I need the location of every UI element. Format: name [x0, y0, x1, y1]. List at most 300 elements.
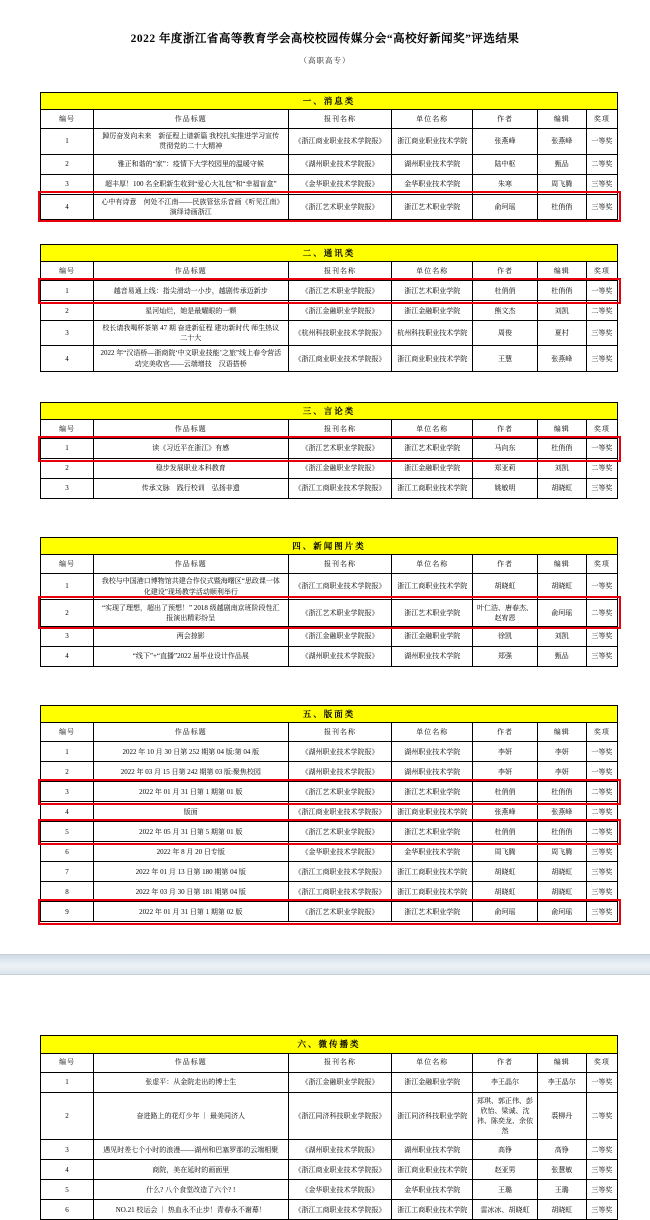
- tables-container: [40, 92, 618, 1220]
- page-subtitle: （高职高专）: [299, 56, 351, 65]
- cell-editor: 刘凯: [537, 626, 586, 646]
- cell-editor: 周飞腾: [537, 174, 586, 194]
- cell-editor: 刘凯: [537, 301, 586, 321]
- cell-author: 徐凯: [473, 626, 538, 646]
- table-row: [41, 762, 618, 782]
- cell-author: 熊文杰: [473, 301, 538, 321]
- cell-title: 2022 年“汉语桥—浙商院‘中文职业技能’之旅”线上春令营活动完美收官——云端增技 汉语搭桥: [94, 346, 288, 371]
- cell-title: 2022 年 8 月 20 日专版: [94, 842, 288, 862]
- cell-title: 读《习近平在浙江》有感: [94, 439, 288, 459]
- cell-author: 李妍: [473, 762, 538, 782]
- cell-paper: 《浙江金融职业学院报》: [288, 459, 392, 479]
- column-header-award: 奖项: [586, 723, 617, 742]
- cell-award: 三等奖: [586, 1180, 617, 1200]
- table-row: [41, 574, 618, 599]
- cell-award: 二等奖: [586, 1092, 617, 1140]
- cell-org: 浙江艺术职业学院: [392, 822, 473, 842]
- cell-title: 星河灿烂，她是最耀眼的一颗: [94, 301, 288, 321]
- cell-paper: 《浙江商业职业技术学院报》: [288, 802, 392, 822]
- table-row: [41, 479, 618, 499]
- cell-editor: 杜俏俏: [537, 782, 586, 802]
- table-section-title: 四、新闻图片类: [41, 538, 618, 555]
- cell-author: 郑强: [473, 646, 538, 666]
- column-header-title: 作品标题: [94, 420, 288, 439]
- cell-author: 郑琪、郭正伟、彭欣怡、梁诚、沈祎、陈奕龙、余依然: [473, 1092, 538, 1140]
- cell-paper: 《浙江工商职业技术学院报》: [288, 1200, 392, 1220]
- cell-editor: 王璐: [537, 1180, 586, 1200]
- cell-org: 金华职业技术学院: [392, 842, 473, 862]
- cell-award: 一等奖: [586, 742, 617, 762]
- cell-editor: 周飞腾: [537, 842, 586, 862]
- highlighted-row: [41, 439, 618, 459]
- cell-org: 浙江金融职业学院: [392, 459, 473, 479]
- cell-no: 4: [41, 346, 94, 371]
- cell-org: 金华职业技术学院: [392, 174, 473, 194]
- cell-paper: 《浙江金融职业学院报》: [288, 301, 392, 321]
- cell-no: 6: [41, 1200, 94, 1220]
- cell-org: 金华职业技术学院: [392, 1180, 473, 1200]
- cell-editor: 李妍: [537, 762, 586, 782]
- column-header-title: 作品标题: [94, 555, 288, 574]
- cell-award: 三等奖: [586, 902, 617, 922]
- cell-paper: 《浙江艺术职业学院报》: [288, 281, 392, 301]
- cell-award: 三等奖: [586, 626, 617, 646]
- cell-org: 浙江艺术职业学院: [392, 599, 473, 626]
- cell-award: 一等奖: [586, 1072, 617, 1092]
- cell-author: 李妍: [473, 742, 538, 762]
- cell-title: 心中有诗意 何处不江南——民族管弦乐音画《听见江南》演绎诗画浙江: [94, 194, 288, 219]
- cell-award: 三等奖: [586, 862, 617, 882]
- page-title: 2022 年度浙江省高等教育学会高校校园传媒分会“高校好新闻奖”评选结果: [130, 33, 520, 45]
- cell-author: 俞珂瑶: [473, 194, 538, 219]
- cell-editor: 张燕峰: [537, 129, 586, 154]
- cell-title: 奋进路上的花灯少年 ｜ 最美同济人: [94, 1092, 288, 1140]
- table-row: [41, 626, 618, 646]
- cell-paper: 《浙江工商职业技术学院报》: [288, 479, 392, 499]
- table-row: [41, 459, 618, 479]
- table-row: [41, 862, 618, 882]
- cell-award: 三等奖: [586, 842, 617, 862]
- cell-award: 一等奖: [586, 281, 617, 301]
- table-section-title: 三、言论类: [41, 402, 618, 419]
- column-header-org: 单位名称: [392, 555, 473, 574]
- cell-author: 王璐: [473, 1180, 538, 1200]
- column-header-paper: 报刊名称: [288, 723, 392, 742]
- cell-editor: 杜俏俏: [537, 194, 586, 219]
- cell-editor: 俞珂瑶: [537, 902, 586, 922]
- cell-no: 8: [41, 882, 94, 902]
- cell-no: 2: [41, 762, 94, 782]
- cell-author: 马向东: [473, 439, 538, 459]
- cell-award: 三等奖: [586, 882, 617, 902]
- column-header-no: 编号: [41, 555, 94, 574]
- highlighted-row: [41, 902, 618, 922]
- cell-paper: 《浙江商业职业技术学院报》: [288, 346, 392, 371]
- column-header-editor: 编辑: [537, 555, 586, 574]
- cell-no: 4: [41, 646, 94, 666]
- cell-org: 浙江金融职业学院: [392, 301, 473, 321]
- cell-title: 2022 年 03 月 15 日第 242 期第 03 版:聚焦校园: [94, 762, 288, 782]
- table-row: [41, 802, 618, 822]
- cell-org: 湖州职业技术学院: [392, 154, 473, 174]
- cell-paper: 《浙江艺术职业学院报》: [288, 439, 392, 459]
- cell-paper: 《湖州职业技术学院报》: [288, 762, 392, 782]
- cell-title: “线下”+“直播”2022 届毕业设计作品展: [94, 646, 288, 666]
- cell-org: 湖州职业技术学院: [392, 1140, 473, 1160]
- cell-title: 2022 年 10 月 30 日第 252 期第 04 版:第 04 版: [94, 742, 288, 762]
- cell-no: 1: [41, 574, 94, 599]
- table-row: [41, 1092, 618, 1140]
- highlighted-row: [41, 599, 618, 626]
- cell-paper: 《浙江金融职业学院报》: [288, 1072, 392, 1092]
- column-header-no: 编号: [41, 723, 94, 742]
- cell-paper: 《浙江艺术职业学院报》: [288, 822, 392, 842]
- column-header-paper: 报刊名称: [288, 1053, 392, 1072]
- cell-award: 二等奖: [586, 154, 617, 174]
- award-table-6: [40, 1035, 618, 1220]
- cell-no: 1: [41, 742, 94, 762]
- column-header-award: 奖项: [586, 110, 617, 129]
- cell-award: 二等奖: [586, 1140, 617, 1160]
- cell-org: 杭州科技职业技术学院: [392, 321, 473, 346]
- cell-award: 一等奖: [586, 439, 617, 459]
- cell-author: 王慧: [473, 346, 538, 371]
- cell-title: 2022 年 01 月 31 日第 1 期第 01 版: [94, 782, 288, 802]
- cell-no: 6: [41, 842, 94, 862]
- column-header-title: 作品标题: [94, 1053, 288, 1072]
- cell-no: 2: [41, 301, 94, 321]
- table-row: [41, 346, 618, 371]
- cell-editor: 杜俏俏: [537, 439, 586, 459]
- cell-award: 三等奖: [586, 346, 617, 371]
- cell-title: 2022 年 01 月 13 日第 180 期第 04 版: [94, 862, 288, 882]
- cell-author: 李王晶尔: [473, 1072, 538, 1092]
- cell-title: 遇见时差七个小时的浪漫——湖州和巴塞罗那的云端相聚: [94, 1140, 288, 1160]
- cell-no: 1: [41, 1072, 94, 1092]
- table-row: [41, 842, 618, 862]
- cell-org: 浙江工商职业技术学院: [392, 1200, 473, 1220]
- column-header-title: 作品标题: [94, 262, 288, 281]
- cell-org: 浙江商业职业技术学院: [392, 1160, 473, 1180]
- cell-org: 浙江金融职业学院: [392, 626, 473, 646]
- cell-award: 三等奖: [586, 321, 617, 346]
- cell-org: 浙江商业职业技术学院: [392, 802, 473, 822]
- column-header-award: 奖项: [586, 555, 617, 574]
- cell-paper: 《金华职业技术学院报》: [288, 1180, 392, 1200]
- column-header-editor: 编辑: [537, 723, 586, 742]
- column-header-award: 奖项: [586, 262, 617, 281]
- cell-title: 什么? 八个食堂改造了六个? !: [94, 1180, 288, 1200]
- cell-no: 3: [41, 174, 94, 194]
- cell-title: 我校与中国港口博物馆共建合作仪式暨海曙区“思政课一体化建设”现场教学活动顺利举行: [94, 574, 288, 599]
- cell-paper: 《湖州职业技术学院报》: [288, 154, 392, 174]
- cell-award: 二等奖: [586, 822, 617, 842]
- table-row: [41, 321, 618, 346]
- cell-author: 周俊: [473, 321, 538, 346]
- cell-org: 浙江工商职业技术学院: [392, 574, 473, 599]
- award-table-2: [40, 244, 618, 372]
- column-header-org: 单位名称: [392, 420, 473, 439]
- table-section-title: 五、版面类: [41, 705, 618, 722]
- table-section-title: 二、通讯类: [41, 244, 618, 261]
- cell-editor: 胡晓虹: [537, 862, 586, 882]
- column-header-org: 单位名称: [392, 262, 473, 281]
- table-row: [41, 1180, 618, 1200]
- cell-org: 浙江商业职业技术学院: [392, 346, 473, 371]
- cell-paper: 《浙江商业职业技术学院报》: [288, 129, 392, 154]
- cell-paper: 《浙江工商职业技术学院报》: [288, 574, 392, 599]
- cell-award: 一等奖: [586, 129, 617, 154]
- cell-author: 杜俏俏: [473, 782, 538, 802]
- column-header-no: 编号: [41, 1053, 94, 1072]
- cell-author: 胡晓虹: [473, 574, 538, 599]
- highlighted-row: [41, 281, 618, 301]
- cell-paper: 《浙江艺术职业学院报》: [288, 194, 392, 219]
- column-header-editor: 编辑: [537, 110, 586, 129]
- award-table-5: [40, 705, 618, 922]
- cell-no: 3: [41, 1140, 94, 1160]
- cell-editor: 胡晓虹: [537, 1200, 586, 1220]
- cell-editor: 裘柳丹: [537, 1092, 586, 1140]
- cell-title: 校长请我喝杯茶第 47 期 奋进新征程 建功新时代 师生热议二十大: [94, 321, 288, 346]
- cell-no: 3: [41, 782, 94, 802]
- cell-editor: 刘凯: [537, 459, 586, 479]
- cell-editor: 李王晶尔: [537, 1072, 586, 1092]
- cell-title: 版面: [94, 802, 288, 822]
- table-row: [41, 1200, 618, 1220]
- cell-award: 二等奖: [586, 599, 617, 626]
- cell-author: 叶仁浩、唐春杰、赵宥恩: [473, 599, 538, 626]
- cell-title: 稳步发展职业本科教育: [94, 459, 288, 479]
- cell-award: 三等奖: [586, 1200, 617, 1220]
- cell-author: 杜俏俏: [473, 822, 538, 842]
- cell-paper: 《湖州职业技术学院报》: [288, 646, 392, 666]
- cell-no: 5: [41, 822, 94, 842]
- highlighted-row: [41, 194, 618, 219]
- cell-paper: 《浙江工商职业技术学院报》: [288, 882, 392, 902]
- cell-no: 3: [41, 626, 94, 646]
- cell-org: 浙江金融职业学院: [392, 1072, 473, 1092]
- column-header-author: 作者: [473, 555, 538, 574]
- cell-paper: 《浙江工商职业技术学院报》: [288, 862, 392, 882]
- cell-org: 浙江商业职业技术学院: [392, 129, 473, 154]
- cell-no: 3: [41, 321, 94, 346]
- column-header-title: 作品标题: [94, 723, 288, 742]
- cell-no: 3: [41, 479, 94, 499]
- cell-editor: 胡晓虹: [537, 479, 586, 499]
- column-header-org: 单位名称: [392, 723, 473, 742]
- cell-paper: 《浙江金融职业学院报》: [288, 626, 392, 646]
- cell-title: 超丰厚！100 名全职新生收到“爱心大礼包”和“幸福盲盒”: [94, 174, 288, 194]
- document-page: [0, 30, 650, 1214]
- cell-author: 赵亚男: [473, 1160, 538, 1180]
- award-table-3: [40, 402, 618, 499]
- cell-org: 浙江工商职业技术学院: [392, 882, 473, 902]
- document-body: [0, 30, 650, 1220]
- cell-paper: 《湖州职业技术学院报》: [288, 1140, 392, 1160]
- cell-org: 浙江同济科技职业学院: [392, 1092, 473, 1140]
- cell-editor: 杜俏俏: [537, 281, 586, 301]
- cell-paper: 《浙江艺术职业学院报》: [288, 782, 392, 802]
- cell-no: 1: [41, 281, 94, 301]
- cell-no: 5: [41, 1180, 94, 1200]
- cell-editor: 甄品: [537, 646, 586, 666]
- column-header-paper: 报刊名称: [288, 110, 392, 129]
- cell-author: 陆中枢: [473, 154, 538, 174]
- cell-no: 1: [41, 439, 94, 459]
- cell-org: 湖州职业技术学院: [392, 762, 473, 782]
- cell-award: 一等奖: [586, 762, 617, 782]
- cell-org: 浙江艺术职业学院: [392, 194, 473, 219]
- column-header-no: 编号: [41, 262, 94, 281]
- cell-editor: 杜俏俏: [537, 822, 586, 842]
- column-header-no: 编号: [41, 110, 94, 129]
- cell-author: 姚敏明: [473, 479, 538, 499]
- cell-no: 9: [41, 902, 94, 922]
- table-row: [41, 1160, 618, 1180]
- column-header-title: 作品标题: [94, 110, 288, 129]
- award-table-4: [40, 537, 618, 667]
- cell-award: 三等奖: [586, 1160, 617, 1180]
- cell-author: 杜俏俏: [473, 281, 538, 301]
- cell-no: 2: [41, 599, 94, 626]
- cell-author: 朱寒: [473, 174, 538, 194]
- cell-paper: 《浙江同济科技职业学院报》: [288, 1092, 392, 1140]
- column-header-author: 作者: [473, 262, 538, 281]
- cell-org: 浙江艺术职业学院: [392, 782, 473, 802]
- cell-no: 7: [41, 862, 94, 882]
- cell-title: 张虚平：从金院走出的博士生: [94, 1072, 288, 1092]
- cell-award: 二等奖: [586, 301, 617, 321]
- table-section-title: 一、消息类: [41, 93, 618, 110]
- cell-author: 张燕峰: [473, 129, 538, 154]
- cell-award: 三等奖: [586, 479, 617, 499]
- cell-paper: 《浙江艺术职业学院报》: [288, 599, 392, 626]
- table-row: [41, 301, 618, 321]
- cell-award: 三等奖: [586, 194, 617, 219]
- cell-author: 周飞腾: [473, 842, 538, 862]
- table-row: [41, 646, 618, 666]
- cell-author: 胡晓虹: [473, 862, 538, 882]
- cell-title: 2022 年 01 月 31 日第 1 期第 02 版: [94, 902, 288, 922]
- cell-editor: 胡晓虹: [537, 574, 586, 599]
- cell-paper: 《浙江商业职业技术学院报》: [288, 1160, 392, 1180]
- column-header-editor: 编辑: [537, 1053, 586, 1072]
- table-row: [41, 742, 618, 762]
- cell-org: 浙江艺术职业学院: [392, 439, 473, 459]
- cell-title: 两会掠影: [94, 626, 288, 646]
- cell-no: 2: [41, 459, 94, 479]
- column-header-paper: 报刊名称: [288, 555, 392, 574]
- table-row: [41, 129, 618, 154]
- cell-award: 一等奖: [586, 574, 617, 599]
- cell-paper: 《金华职业技术学院报》: [288, 842, 392, 862]
- cell-award: 二等奖: [586, 459, 617, 479]
- cell-paper: 《杭州科技职业技术学院报》: [288, 321, 392, 346]
- table-row: [41, 174, 618, 194]
- column-header-editor: 编辑: [537, 262, 586, 281]
- column-header-paper: 报刊名称: [288, 262, 392, 281]
- cell-award: 三等奖: [586, 646, 617, 666]
- cell-no: 4: [41, 1160, 94, 1180]
- cell-author: 郑亚莉: [473, 459, 538, 479]
- table-row: [41, 1140, 618, 1160]
- cell-org: 湖州职业技术学院: [392, 646, 473, 666]
- cell-title: 踔厉奋发向未来 新征程上谱新篇 我校扎实推进学习宣传贯彻党的二十大精神: [94, 129, 288, 154]
- column-header-author: 作者: [473, 420, 538, 439]
- cell-org: 湖州职业技术学院: [392, 742, 473, 762]
- cell-editor: 张燕峰: [537, 802, 586, 822]
- cell-no: 4: [41, 194, 94, 219]
- cell-org: 浙江艺术职业学院: [392, 902, 473, 922]
- cell-org: 浙江工商职业技术学院: [392, 479, 473, 499]
- cell-title: 2022 年 05 月 31 日第 5 期第 01 版: [94, 822, 288, 842]
- cell-author: 高铮: [473, 1140, 538, 1160]
- column-header-author: 作者: [473, 723, 538, 742]
- cell-org: 浙江工商职业技术学院: [392, 862, 473, 882]
- cell-title: 2022 年 03 月 30 日第 181 期第 04 版: [94, 882, 288, 902]
- cell-award: 三等奖: [586, 174, 617, 194]
- cell-editor: 夏村: [537, 321, 586, 346]
- cell-award: 二等奖: [586, 802, 617, 822]
- cell-no: 2: [41, 154, 94, 174]
- cell-no: 2: [41, 1092, 94, 1140]
- column-header-no: 编号: [41, 420, 94, 439]
- column-header-award: 奖项: [586, 420, 617, 439]
- cell-editor: 张燕峰: [537, 346, 586, 371]
- cell-title: 商院，美在延时的画面里: [94, 1160, 288, 1180]
- page-break-gap: [0, 954, 650, 975]
- cell-editor: 俞珂瑶: [537, 599, 586, 626]
- cell-author: 俞珂瑶: [473, 902, 538, 922]
- column-header-award: 奖项: [586, 1053, 617, 1072]
- cell-no: 1: [41, 129, 94, 154]
- cell-paper: 《湖州职业技术学院报》: [288, 742, 392, 762]
- award-table-1: [40, 92, 618, 220]
- table-row: [41, 1072, 618, 1092]
- column-header-paper: 报刊名称: [288, 420, 392, 439]
- cell-title: “实现了理想，超出了预想！” 2018 级越剧南京班阶段性汇报演出精彩纷呈: [94, 599, 288, 626]
- column-header-org: 单位名称: [392, 1053, 473, 1072]
- cell-author: 胡晓虹: [473, 882, 538, 902]
- cell-editor: 张慧敏: [537, 1160, 586, 1180]
- cell-editor: 甄品: [537, 154, 586, 174]
- table-row: [41, 882, 618, 902]
- table-row: [41, 154, 618, 174]
- cell-title: NO.21 校运会 ｜ 热血永不止步！青春永不谢幕！: [94, 1200, 288, 1220]
- cell-editor: 高铮: [537, 1140, 586, 1160]
- column-header-editor: 编辑: [537, 420, 586, 439]
- column-header-org: 单位名称: [392, 110, 473, 129]
- highlighted-row: [41, 782, 618, 802]
- cell-award: 二等奖: [586, 782, 617, 802]
- column-header-author: 作者: [473, 1053, 538, 1072]
- cell-paper: 《浙江艺术职业学院报》: [288, 902, 392, 922]
- table-section-title: 六、微传播类: [41, 1036, 618, 1053]
- column-header-author: 作者: [473, 110, 538, 129]
- cell-editor: 胡晓虹: [537, 882, 586, 902]
- cell-title: 雅正和谐的“家”：疫情下大学校园里的温暖守候: [94, 154, 288, 174]
- cell-author: 张燕峰: [473, 802, 538, 822]
- cell-title: 越音易通上线：指尖滑动一小步，越剧传承迈新步: [94, 281, 288, 301]
- cell-no: 4: [41, 802, 94, 822]
- cell-author: 雷冰冰、胡晓虹: [473, 1200, 538, 1220]
- cell-editor: 李妍: [537, 742, 586, 762]
- cell-org: 浙江艺术职业学院: [392, 281, 473, 301]
- highlighted-row: [41, 822, 618, 842]
- cell-paper: 《金华职业技术学院报》: [288, 174, 392, 194]
- cell-title: 传承文脉 践行校训 弘扬非遗: [94, 479, 288, 499]
